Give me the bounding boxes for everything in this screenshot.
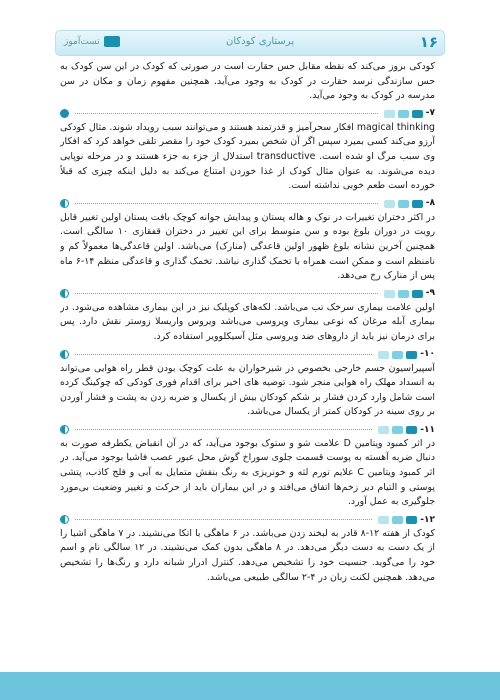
answer-item xyxy=(60,424,435,510)
dotted-divider xyxy=(75,113,378,114)
answers-content xyxy=(60,60,435,665)
brand-logo-icon xyxy=(104,36,120,47)
tag-icon xyxy=(406,426,417,434)
answer-header xyxy=(60,349,435,361)
tag-icon xyxy=(378,426,389,434)
answer-header xyxy=(60,198,435,210)
answer-item xyxy=(60,288,435,345)
answer-number: ۱۰- xyxy=(420,349,435,360)
dotted-divider xyxy=(75,354,372,355)
tag-icon xyxy=(384,290,395,298)
answer-header xyxy=(60,514,435,526)
difficulty-marker-icon xyxy=(60,289,69,298)
tag-icon xyxy=(392,351,403,359)
answer-text: در اکثر دختران تغییرات در نوک و هاله پستان و پیدایش جوانه کوچک بافت پستان اولین تغییر قابل رویت در دوران بلوغ بوده و سن متوسط برای این تغییر در دختران قفقازی ۱۰ سالگی است. همچنین آخرین نشانه بلوغ ظهور اولین قاعدگی (منارک) می‌باشد. اولین قاعدگی‌ها معمولاً کم و نامنظم است و ممکن است همراه با تخمک گذاری نباشد. تخمک گذاری و قاعدگی منظم ۱۴-۶ ماه پس از منارک رخ می‌دهد. xyxy=(60,211,435,282)
answer-item xyxy=(60,349,435,420)
page-header xyxy=(55,30,445,56)
brand-name: تست‌آموز xyxy=(64,36,100,47)
tag-icon xyxy=(378,516,389,524)
difficulty-marker-icon xyxy=(60,199,69,208)
answer-number: ۱۱- xyxy=(420,424,435,435)
intro-paragraph: کودکی بروز می‌کند که نقطه مقابل حس حقارت است در صورتی که کودک در این سن کودک به حس سازندگی نرسد حقارت در کودک به وجود می‌آید. همچنین مفهوم زمان و مکان در سن مدرسه در کودک به وجود می‌آید. xyxy=(60,61,435,102)
page-number: ۱۶ xyxy=(419,33,438,51)
tag-icon xyxy=(384,110,395,118)
answer-header xyxy=(60,424,435,436)
answer-number: ۷- xyxy=(425,108,435,119)
answer-number: ۹- xyxy=(425,288,435,299)
answer-text: اولین علامت بیماری سرخک تب می‌باشد. لکه‌های کوپلیک نیز در این بیماری مشاهده می‌شود. در بیماری آبله مرغان که نوعی بیماری ویروسی می‌باشد ویروس واریسلا زوستر نقش دارد. پس برای درمان نیز باید از داروهای ضد ویروسی مثل آسیکلوویر استفاده کرد. xyxy=(60,301,435,342)
tag-icon xyxy=(412,290,423,298)
tag-icon xyxy=(412,110,423,118)
tag-icon xyxy=(406,516,417,524)
difficulty-marker-icon xyxy=(60,109,69,118)
dotted-divider xyxy=(75,203,378,204)
answer-number: ۱۲- xyxy=(420,514,435,525)
brand xyxy=(64,36,120,47)
answer-header xyxy=(60,288,435,300)
difficulty-marker-icon xyxy=(60,425,69,434)
difficulty-marker-icon xyxy=(60,515,69,524)
answer-text: magical thinking افکار سحرآمیز و قدرتمند هستند و می‌توانند سبب رویداد شوند. مثال کودکی آرزو می‌کند کسی بمیرد سپس اگر آن شخص بمیرد کودک خود را مقصر تلقی خواهد کرد که افکار وی سبب مرگ او شده است. transductive استدلال از جزء به جزء هستند و در مرحله نوپایی دیده می‌شوند. به عنوان مثال کودک از غذا خوردن امتناع می‌کند به دلیل اینکه چیزی که قبلاً خورده است طعم خوبی نداشته است. xyxy=(60,121,435,192)
answer-number: ۸- xyxy=(425,198,435,209)
tag-icon xyxy=(412,200,423,208)
tag-icon xyxy=(398,290,409,298)
difficulty-marker-icon xyxy=(60,350,69,359)
answer-text: آسپیراسیون جسم خارجی بخصوص در شیرخواران به علت کوچک بودن قطر راه هوایی می‌تواند به انسداد مهلک راه هوایی منجر شود. توصیه های اخیر برای اقدام فوری کودکی که چوکینگ کرده است شامل وارد کردن فشار بر شکم کودکان بیش از یکسال و ضربه زدن به پشت و فشار آوردن بر روی سینه در کودکان کمتر از یکسال می‌باشد. xyxy=(60,362,435,418)
tag-icon xyxy=(392,426,403,434)
answer-text: کودک از هفته ۱۲-۸ قادر به لبخند زدن می‌باشد. در ۶ ماهگی با اتکا می‌نشیند. در ۷ ماهگی اشیا را از یک دست به دست دیگر می‌دهد. در ۸ ماهگی بدون کمک می‌نشیند. در ۱۲ سالگی نام و اسم خود را می‌گوید. جنسیت خود را تشخیص می‌دهد. کنترل ادرار شبانه دارد و رنگ‌ها را تشخیص می‌دهد. همچنین لکنت زبان در ۴-۲ سالگی طبیعی می‌باشد. xyxy=(60,527,435,583)
answer-item xyxy=(60,198,435,284)
answer-item xyxy=(60,108,435,194)
tag-icon xyxy=(392,516,403,524)
tag-icon xyxy=(398,200,409,208)
dotted-divider xyxy=(75,519,372,520)
tag-icon xyxy=(398,110,409,118)
section-title: پرستاری کودکان xyxy=(226,36,295,47)
tag-icon xyxy=(378,351,389,359)
footer-bar xyxy=(0,672,500,700)
answer-item xyxy=(60,514,435,585)
dotted-divider xyxy=(75,293,378,294)
tag-icon xyxy=(384,200,395,208)
dotted-divider xyxy=(75,429,372,430)
answer-text: در اثر کمبود ویتامین D علامت شو و ستوک بوجود می‌آید، که در آن انقباض یکطرفه صورت به دنبال ضربه آهسته به پوست قسمت جلوی سوراخ گوش محل عبور عصب فاشیا بوجود می‌آید. در اثر کمبود ویتامین C علایم تورم لثه و خونریزی به رنگ بنفش متمایل به آبی و فلج کاذب، پتشی پوستی و التیام دیر زخم‌ها اتفاق می‌افتد و در این بیماران باید از حرکت و تغییر وضعیت بی‌مورد جلوگیری به عمل آورد. xyxy=(60,437,435,508)
tag-icon xyxy=(406,351,417,359)
answer-header xyxy=(60,108,435,120)
